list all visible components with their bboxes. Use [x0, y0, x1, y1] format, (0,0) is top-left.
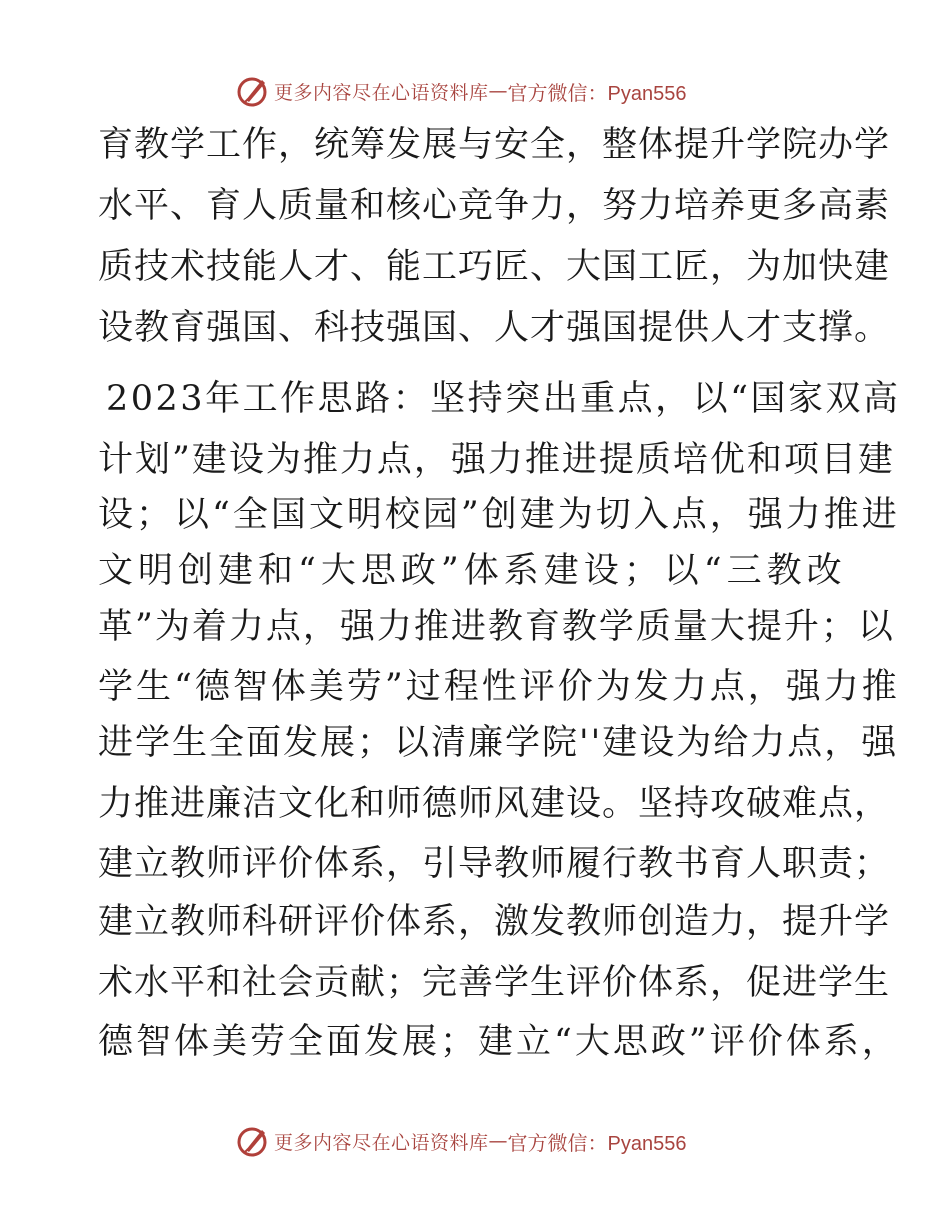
quill-logo-icon	[236, 74, 270, 108]
watermark-text: 更多内容尽在心语资料库	[274, 1131, 489, 1154]
watermark-separator: —	[488, 80, 508, 102]
watermark-separator: —	[488, 1130, 508, 1152]
watermark-contact: 官方微信：Pyan556	[507, 1132, 687, 1155]
text-line: 德智体美劳全面发展；建立“大思政”评价体系，	[98, 1022, 900, 1062]
watermark-text: 更多内容尽在心语资料库	[274, 81, 489, 104]
quill-logo-icon	[236, 1124, 270, 1158]
text-line: 水平、育人质量和核心竞争力，努力培养更多高素	[98, 186, 891, 226]
text-line: 学生“德智体美劳”过程性评价为发力点，强力推	[98, 667, 900, 707]
text-line: 育教学工作，统筹发展与安全，整体提升学院办学	[98, 125, 891, 165]
text-line: 文明创建和“大思政”体系建设；以“三教改	[98, 551, 847, 591]
text-line: 术水平和社会贡献；完善学生评价体系，促进学生	[98, 963, 891, 1003]
watermark-contact: 官方微信：Pyan556	[507, 82, 687, 105]
text-line: 2023年工作思路：坚持突出重点，以“国家双高	[106, 379, 901, 419]
text-line: 革”为着力点，强力推进教育教学质量大提升；以	[98, 607, 895, 647]
text-line: 设教育强国、科技强国、人才强国提供人才支撑。	[98, 308, 891, 348]
text-line: 建立教师评价体系，引导教师履行教书育人职责；	[98, 844, 891, 884]
text-line: 计划”建设为推力点，强力推进提质培优和项目建	[98, 440, 895, 480]
footer-watermark	[236, 1124, 686, 1158]
text-line: 进学生全面发展；以清廉学院''建设为给力点，强	[98, 723, 899, 763]
header-watermark	[236, 74, 686, 108]
text-line: 建立教师科研评价体系，激发教师创造力，提升学	[98, 902, 891, 942]
text-line: 设；以“全国文明校园”创建为切入点，强力推进	[98, 495, 900, 535]
text-line: 力推进廉洁文化和师德师风建设。坚持攻破难点，	[98, 784, 891, 824]
text-line: 质技术技能人才、能工巧匠、大国工匠，为加快建	[98, 247, 891, 287]
